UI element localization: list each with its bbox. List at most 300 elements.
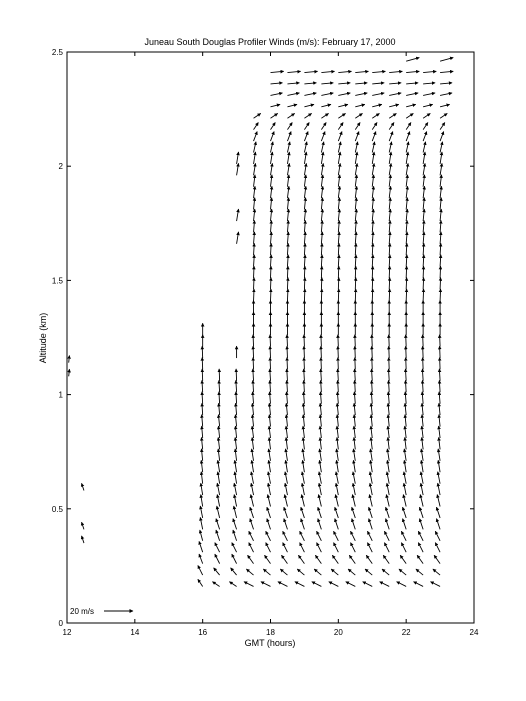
wind-vector bbox=[287, 243, 288, 255]
wind-vector bbox=[285, 483, 287, 495]
wind-vector bbox=[440, 152, 442, 164]
wind-vector bbox=[338, 209, 339, 221]
wind-vector bbox=[423, 83, 435, 84]
wind-vector bbox=[287, 104, 297, 106]
wind-vector bbox=[321, 83, 333, 84]
wind-vector bbox=[370, 460, 372, 472]
wind-vector bbox=[303, 415, 304, 427]
wind-vector bbox=[251, 483, 253, 495]
wind-vector bbox=[417, 555, 423, 563]
wind-vector bbox=[254, 220, 255, 232]
wind-vector bbox=[382, 569, 389, 575]
wind-vector bbox=[406, 243, 407, 255]
wind-vector bbox=[319, 483, 321, 495]
wind-vector bbox=[286, 403, 287, 415]
wind-vector bbox=[389, 209, 390, 221]
wind-vector bbox=[338, 369, 339, 381]
wind-vector bbox=[82, 522, 84, 529]
wind-vector bbox=[287, 163, 289, 175]
wind-vector bbox=[354, 403, 355, 415]
x-tick-label: 20 bbox=[333, 628, 343, 637]
wind-vector bbox=[82, 483, 84, 490]
wind-vector bbox=[254, 186, 255, 198]
wind-vector bbox=[198, 565, 203, 575]
wind-vector bbox=[216, 530, 220, 541]
wind-vector bbox=[304, 104, 314, 106]
wind-vector bbox=[354, 392, 355, 404]
wind-vector bbox=[352, 519, 356, 530]
wind-vector bbox=[319, 449, 321, 461]
wind-vector bbox=[353, 449, 355, 461]
x-axis-title: GMT (hours) bbox=[244, 638, 296, 648]
wind-vector bbox=[321, 232, 322, 244]
wind-vector bbox=[304, 142, 306, 153]
wind-vector bbox=[285, 472, 287, 484]
wind-vector bbox=[312, 582, 322, 587]
wind-vector bbox=[372, 369, 373, 381]
wind-vector bbox=[321, 142, 323, 153]
wind-vector bbox=[278, 582, 288, 587]
wind-vector bbox=[371, 437, 372, 449]
wind-vector bbox=[387, 472, 389, 484]
wind-vector bbox=[286, 392, 287, 404]
reference-vector-label: 20 m/s bbox=[70, 607, 95, 616]
wind-vector bbox=[304, 175, 305, 187]
wind-vector bbox=[403, 495, 406, 507]
wind-vector bbox=[315, 555, 321, 563]
wind-vector bbox=[338, 113, 345, 118]
wind-vector bbox=[405, 369, 406, 381]
wind-vector bbox=[314, 569, 321, 575]
wind-vector bbox=[317, 531, 322, 541]
wind-vector bbox=[319, 472, 321, 484]
x-tick-label: 16 bbox=[198, 628, 208, 637]
wind-vector bbox=[254, 152, 256, 164]
wind-vector bbox=[202, 415, 203, 427]
wind-vector bbox=[321, 131, 325, 141]
wind-vector bbox=[202, 392, 203, 404]
wind-vector bbox=[401, 531, 406, 541]
wind-vector bbox=[269, 449, 271, 461]
wind-vector bbox=[287, 93, 299, 95]
wind-vector bbox=[271, 175, 272, 187]
wind-vector bbox=[337, 403, 338, 415]
wind-vector bbox=[338, 83, 350, 84]
wind-vector bbox=[367, 543, 372, 553]
wind-vector bbox=[287, 232, 288, 244]
wind-vector bbox=[318, 519, 322, 530]
wind-vector bbox=[372, 71, 385, 72]
wind-vector bbox=[440, 198, 441, 210]
wind-vector bbox=[298, 555, 304, 563]
wind-vector bbox=[321, 198, 322, 210]
wind-vector bbox=[304, 152, 306, 164]
wind-vector bbox=[201, 472, 202, 484]
wind-vector bbox=[302, 495, 305, 507]
wind-vector bbox=[338, 380, 339, 392]
wind-vector bbox=[355, 380, 356, 392]
wind-vector bbox=[369, 519, 373, 530]
wind-vector bbox=[440, 255, 441, 267]
wind-vector bbox=[332, 555, 338, 563]
wind-vector bbox=[287, 175, 288, 187]
wind-vector bbox=[386, 507, 390, 518]
wind-vector bbox=[236, 403, 237, 415]
wind-vector bbox=[423, 122, 428, 129]
wind-vector bbox=[435, 531, 440, 541]
wind-vector bbox=[69, 355, 70, 362]
wind-vector bbox=[215, 543, 220, 553]
wind-vector bbox=[337, 392, 338, 404]
wind-vector bbox=[406, 113, 413, 118]
wind-vector bbox=[271, 255, 272, 267]
wind-vector bbox=[235, 437, 236, 449]
wind-vector bbox=[304, 243, 305, 255]
wind-vector bbox=[389, 255, 390, 267]
wind-vector bbox=[331, 569, 338, 575]
wind-vector bbox=[232, 543, 237, 553]
wind-vector bbox=[388, 415, 389, 427]
wind-vector bbox=[254, 131, 258, 141]
wind-vector bbox=[201, 495, 203, 507]
wind-vector bbox=[318, 507, 322, 518]
wind-vector bbox=[370, 472, 372, 484]
wind-vector bbox=[355, 209, 356, 221]
wind-vector bbox=[287, 131, 291, 141]
wind-vector bbox=[353, 483, 355, 495]
wind-vector bbox=[287, 83, 299, 84]
wind-vector bbox=[405, 426, 406, 438]
wind-vector bbox=[338, 152, 340, 164]
wind-vector bbox=[355, 175, 356, 187]
wind-vector bbox=[423, 163, 425, 175]
wind-vector bbox=[281, 555, 287, 563]
wind-vector bbox=[283, 543, 288, 553]
wind-vector bbox=[304, 369, 305, 381]
wind-vector bbox=[405, 415, 406, 427]
wind-vector bbox=[287, 142, 289, 153]
y-axis-title: Altitude (km) bbox=[38, 312, 48, 364]
wind-vector bbox=[335, 495, 338, 507]
wind-vector bbox=[406, 58, 419, 62]
wind-vector bbox=[217, 483, 219, 495]
wind-vector bbox=[320, 403, 321, 415]
wind-vector bbox=[423, 142, 425, 153]
wind-vector bbox=[320, 426, 321, 438]
wind-vector bbox=[212, 582, 219, 587]
wind-vector bbox=[270, 392, 271, 404]
wind-vector bbox=[284, 519, 288, 530]
wind-vector bbox=[372, 131, 376, 141]
wind-vector bbox=[423, 198, 424, 210]
wind-vector bbox=[421, 460, 423, 472]
wind-vector bbox=[321, 113, 328, 118]
wind-vector bbox=[388, 426, 389, 438]
wind-vector bbox=[372, 163, 374, 175]
wind-vector bbox=[235, 460, 237, 472]
wind-vector bbox=[440, 175, 441, 187]
wind-vector bbox=[389, 142, 391, 153]
wind-vector bbox=[235, 449, 236, 461]
wind-vector bbox=[301, 519, 305, 530]
wind-vector bbox=[440, 104, 450, 106]
wind-vector bbox=[349, 555, 355, 563]
wind-vector bbox=[387, 460, 389, 472]
wind-vector bbox=[334, 543, 339, 553]
wind-vector bbox=[355, 83, 367, 84]
wind-vector bbox=[338, 175, 339, 187]
reference-vector-legend bbox=[70, 607, 133, 616]
wind-vector bbox=[321, 152, 323, 164]
wind-vector bbox=[287, 380, 288, 392]
wind-vector bbox=[440, 209, 441, 221]
wind-vector bbox=[353, 460, 355, 472]
wind-vector bbox=[338, 93, 350, 95]
wind-vector bbox=[384, 543, 389, 553]
wind-vector bbox=[304, 122, 309, 129]
wind-vector bbox=[371, 403, 372, 415]
wind-vector bbox=[401, 543, 406, 553]
y-tick-label: 0.5 bbox=[51, 504, 63, 514]
wind-vector bbox=[304, 198, 305, 210]
wind-vector bbox=[321, 209, 322, 221]
wind-vector bbox=[389, 93, 401, 95]
wind-vector bbox=[287, 369, 288, 381]
wind-vector bbox=[372, 255, 373, 267]
wind-vector bbox=[287, 71, 300, 72]
wind-vector bbox=[355, 198, 356, 210]
wind-vector bbox=[338, 198, 339, 210]
wind-vector bbox=[355, 113, 362, 118]
wind-vector bbox=[372, 142, 374, 153]
wind-vector bbox=[286, 426, 287, 438]
wind-vector bbox=[321, 104, 331, 106]
wind-vector bbox=[389, 131, 393, 141]
wind-vector bbox=[337, 415, 338, 427]
wind-vector bbox=[422, 437, 423, 449]
wind-vector bbox=[372, 186, 373, 198]
wind-vector bbox=[406, 255, 407, 267]
wind-vector bbox=[295, 582, 305, 587]
x-tick-label: 22 bbox=[401, 628, 411, 637]
wind-vector bbox=[218, 437, 219, 449]
wind-vector bbox=[439, 437, 440, 449]
wind-vector bbox=[233, 519, 237, 530]
wind-vector bbox=[297, 569, 304, 575]
wind-vector bbox=[200, 530, 203, 541]
wind-vector bbox=[439, 415, 440, 427]
wind-vector bbox=[201, 449, 202, 461]
wind-vector bbox=[320, 415, 321, 427]
wind-vector bbox=[254, 232, 255, 244]
wind-vector bbox=[423, 71, 436, 72]
wind-vector bbox=[252, 415, 253, 427]
wind-vector bbox=[437, 495, 440, 507]
wind-vector bbox=[423, 243, 424, 255]
wind-vector bbox=[254, 255, 255, 267]
wind-vector bbox=[254, 113, 261, 118]
wind-vector bbox=[266, 543, 271, 553]
wind-vector bbox=[423, 255, 424, 267]
wind-vector bbox=[271, 93, 283, 95]
wind-vector bbox=[300, 543, 305, 553]
wind-vector bbox=[372, 220, 373, 232]
wind-vector bbox=[338, 122, 343, 129]
wind-vector bbox=[337, 426, 338, 438]
wind-vector bbox=[338, 142, 340, 153]
wind-vector bbox=[403, 519, 407, 530]
wind-vector bbox=[386, 495, 389, 507]
wind-vector bbox=[218, 460, 220, 472]
wind-vector bbox=[229, 582, 236, 587]
wind-vector bbox=[338, 163, 340, 175]
wind-vector bbox=[302, 460, 304, 472]
wind-vector bbox=[303, 403, 304, 415]
wind-vector bbox=[284, 507, 288, 518]
wind-vector bbox=[219, 403, 220, 415]
wind-vector bbox=[271, 220, 272, 232]
x-tick-label: 24 bbox=[469, 628, 479, 637]
wind-vector bbox=[389, 198, 390, 210]
wind-vector bbox=[336, 460, 338, 472]
wind-vector bbox=[338, 186, 339, 198]
wind-vector bbox=[271, 152, 273, 164]
wind-vector bbox=[338, 71, 351, 72]
wind-vector bbox=[422, 380, 423, 392]
wind-vector bbox=[418, 531, 423, 541]
wind-vector bbox=[303, 426, 304, 438]
wind-vector bbox=[271, 113, 278, 118]
wind-vector bbox=[367, 531, 372, 541]
wind-vector bbox=[348, 569, 355, 575]
wind-vector bbox=[271, 163, 273, 175]
wind-vector bbox=[269, 415, 270, 427]
wind-vector bbox=[200, 517, 202, 529]
wind-vector bbox=[318, 495, 321, 507]
wind-vector bbox=[350, 543, 355, 553]
wind-vector bbox=[303, 392, 304, 404]
wind-vector bbox=[372, 113, 379, 118]
wind-vector bbox=[422, 369, 423, 381]
wind-vector bbox=[268, 495, 271, 507]
wind-vector bbox=[237, 232, 239, 244]
wind-vector bbox=[438, 449, 440, 461]
wind-vector bbox=[406, 104, 416, 106]
wind-vector bbox=[439, 403, 440, 415]
wind-vector bbox=[389, 113, 396, 118]
wind-vector bbox=[369, 495, 372, 507]
wind-vector bbox=[399, 569, 406, 575]
wind-vector bbox=[366, 555, 372, 563]
wind-vector bbox=[252, 403, 253, 415]
wind-vector bbox=[244, 582, 254, 587]
wind-vector bbox=[406, 163, 408, 175]
wind-vector bbox=[320, 437, 321, 449]
wind-vector bbox=[389, 243, 390, 255]
wind-vector bbox=[268, 483, 270, 495]
wind-vector bbox=[440, 71, 453, 72]
y-tick-label: 1.5 bbox=[51, 276, 63, 286]
wind-vector bbox=[287, 186, 288, 198]
wind-vector bbox=[336, 472, 338, 484]
wind-vector bbox=[335, 519, 339, 530]
wind-vector bbox=[372, 83, 384, 84]
wind-vector bbox=[372, 122, 377, 129]
wind-vector bbox=[440, 122, 445, 129]
wind-vector bbox=[352, 495, 355, 507]
wind-vector bbox=[271, 186, 272, 198]
wind-vector bbox=[406, 71, 419, 72]
wind-vector bbox=[285, 495, 288, 507]
wind-vector bbox=[438, 472, 440, 484]
wind-vector bbox=[271, 131, 275, 141]
wind-vector bbox=[199, 554, 203, 564]
wind-vector bbox=[389, 152, 391, 164]
wind-vector bbox=[69, 369, 70, 376]
wind-vector bbox=[254, 243, 255, 255]
wind-vector bbox=[300, 531, 305, 541]
wind-vector bbox=[422, 426, 423, 438]
wind-vector bbox=[304, 209, 305, 221]
wind-vector bbox=[406, 232, 407, 244]
wind-vector bbox=[271, 198, 272, 210]
wind-vector bbox=[388, 403, 389, 415]
wind-vector bbox=[423, 104, 433, 106]
wind-vector bbox=[440, 243, 441, 255]
wind-vector bbox=[414, 582, 424, 587]
wind-vector bbox=[440, 232, 441, 244]
wind-vector bbox=[321, 369, 322, 381]
wind-vector bbox=[372, 232, 373, 244]
wind-vector bbox=[370, 483, 372, 495]
wind-vector bbox=[352, 507, 356, 518]
wind-vector bbox=[440, 83, 452, 84]
wind-vector bbox=[440, 131, 444, 141]
wind-vector bbox=[421, 449, 423, 461]
wind-vector bbox=[406, 131, 410, 141]
wind-vector bbox=[403, 507, 407, 518]
wind-vector bbox=[406, 83, 418, 84]
wind-vector bbox=[355, 104, 365, 106]
wind-vector bbox=[350, 531, 355, 541]
wind-vector bbox=[420, 507, 424, 518]
wind-vector bbox=[321, 186, 322, 198]
wind-vector bbox=[430, 582, 440, 587]
wind-vector bbox=[420, 495, 423, 507]
wind-vector bbox=[400, 555, 406, 563]
wind-vector bbox=[440, 93, 452, 95]
wind-vector bbox=[436, 519, 440, 530]
wind-vector bbox=[302, 483, 304, 495]
wind-vector bbox=[370, 449, 372, 461]
wind-vector bbox=[406, 152, 408, 164]
wind-vector bbox=[302, 449, 304, 461]
wind-vector bbox=[321, 122, 326, 129]
wind-vector bbox=[304, 93, 316, 95]
wind-vector bbox=[423, 186, 424, 198]
wind-vector bbox=[251, 472, 253, 484]
wind-vector bbox=[436, 507, 440, 518]
wind-vector bbox=[254, 209, 255, 221]
wind-vector bbox=[406, 142, 408, 153]
wind-vector bbox=[304, 186, 305, 198]
wind-vector bbox=[231, 568, 237, 575]
wind-vector bbox=[338, 220, 339, 232]
wind-vector bbox=[418, 543, 423, 553]
wind-vector bbox=[232, 554, 237, 564]
wind-vector bbox=[317, 543, 322, 553]
wind-vector bbox=[440, 163, 442, 175]
